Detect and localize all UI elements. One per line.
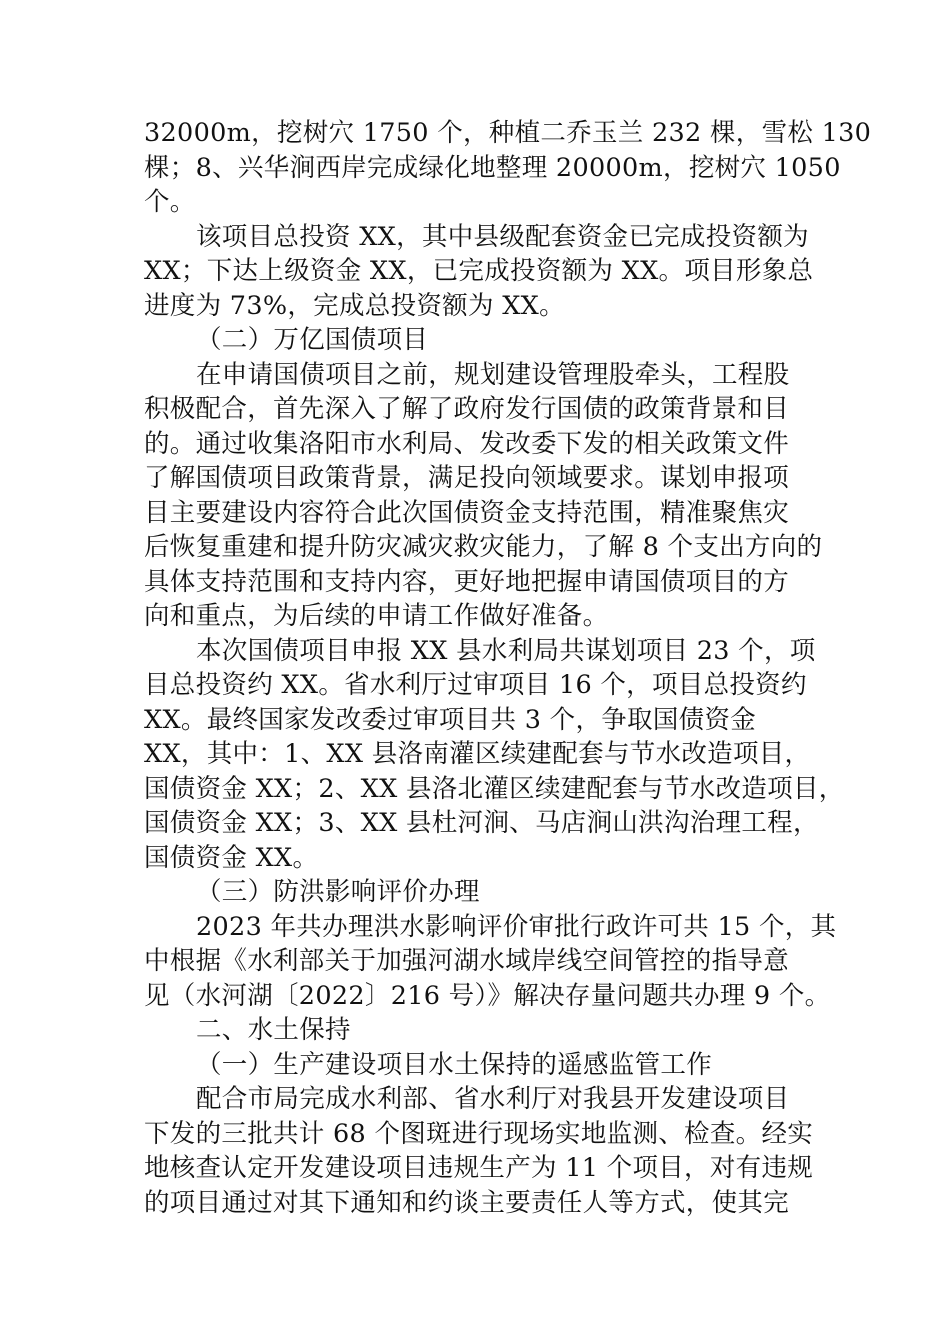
section-heading: （三）防洪影响评价办理	[196, 877, 480, 907]
chapter-heading: 二、水土保持	[196, 1015, 351, 1045]
text-line: 见（水河湖〔2022〕216 号）》解决存量问题共办理 9 个。	[144, 980, 831, 1011]
document-body	[144, 116, 872, 1220]
section-heading: （二）万亿国债项目	[196, 325, 429, 355]
text-line: 下发的三批共计 68 个图斑进行现场实地监测、检查。经实	[144, 1118, 814, 1149]
text-line: XX。最终国家发改委过审项目共 3 个，争取国债资金	[144, 704, 757, 735]
paragraph-first-line: 在申请国债项目之前，规划建设管理股牵头，工程股	[196, 359, 790, 390]
text-line: 国债资金 XX。	[144, 842, 319, 873]
paragraph-first-line: 配合市局完成水利部、省水利厅对我县开发建设项目	[196, 1084, 790, 1114]
text-line: 的。通过收集洛阳市水利局、发改委下发的相关政策文件	[144, 428, 790, 459]
text-line: 国债资金 XX；2、XX 县洛北灌区续建配套与节水改造项目，	[144, 773, 845, 804]
text-line: 地核查认定开发建设项目违规生产为 11 个项目，对有违规	[144, 1153, 814, 1183]
text-line: 向和重点，为后续的申请工作做好准备。	[144, 601, 609, 631]
text-line: 后恢复重建和提升防灾减灾救灾能力，了解 8 个支出方向的	[144, 532, 823, 562]
text-line: 个。	[144, 187, 196, 217]
section-heading: （一）生产建设项目水土保持的遥感监管工作	[196, 1049, 713, 1080]
text-line: 具体支持范围和支持内容，更好地把握申请国债项目的方	[144, 566, 790, 597]
paragraph-first-line: 2023 年共办理洪水影响评价审批行政许可共 15 个，其	[196, 911, 837, 942]
text-line: 了解国债项目政策背景，满足投向领域要求。谋划申报项	[144, 463, 790, 493]
text-line: 中根据《水利部关于加强河湖水域岸线空间管控的指导意	[144, 946, 790, 976]
paragraph-first-line: 该项目总投资 XX，其中县级配套资金已完成投资额为	[196, 221, 809, 252]
text-line: XX，其中：1、XX 县洛南灌区续建配套与节水改造项目，	[144, 739, 811, 769]
text-line: 进度为 73%，完成总投资额为 XX。	[144, 290, 565, 321]
text-line: 积极配合，首先深入了解了政府发行国债的政策背景和目	[144, 394, 790, 424]
text-line: 目总投资约 XX。省水利厅过审项目 16 个，项目总投资约	[144, 670, 807, 700]
text-line: 棵；8、兴华涧西岸完成绿化地整理 20000m，挖树穴 1050	[144, 152, 841, 183]
text-line: XX；下达上级资金 XX，已完成投资额为 XX。项目形象总	[144, 256, 814, 286]
text-line: 目主要建设内容符合此次国债资金支持范围，精准聚焦灾	[144, 497, 790, 528]
text-line: 32000m，挖树穴 1750 个，种植二乔玉兰 232 棵，雪松 130	[144, 118, 872, 148]
text-line: 的项目通过对其下通知和约谈主要责任人等方式，使其完	[144, 1187, 790, 1218]
paragraph-first-line: 本次国债项目申报 XX 县水利局共谋划项目 23 个，项	[196, 635, 816, 666]
text-line: 国债资金 XX；3、XX 县杜河涧、马店涧山洪沟治理工程，	[144, 808, 819, 838]
